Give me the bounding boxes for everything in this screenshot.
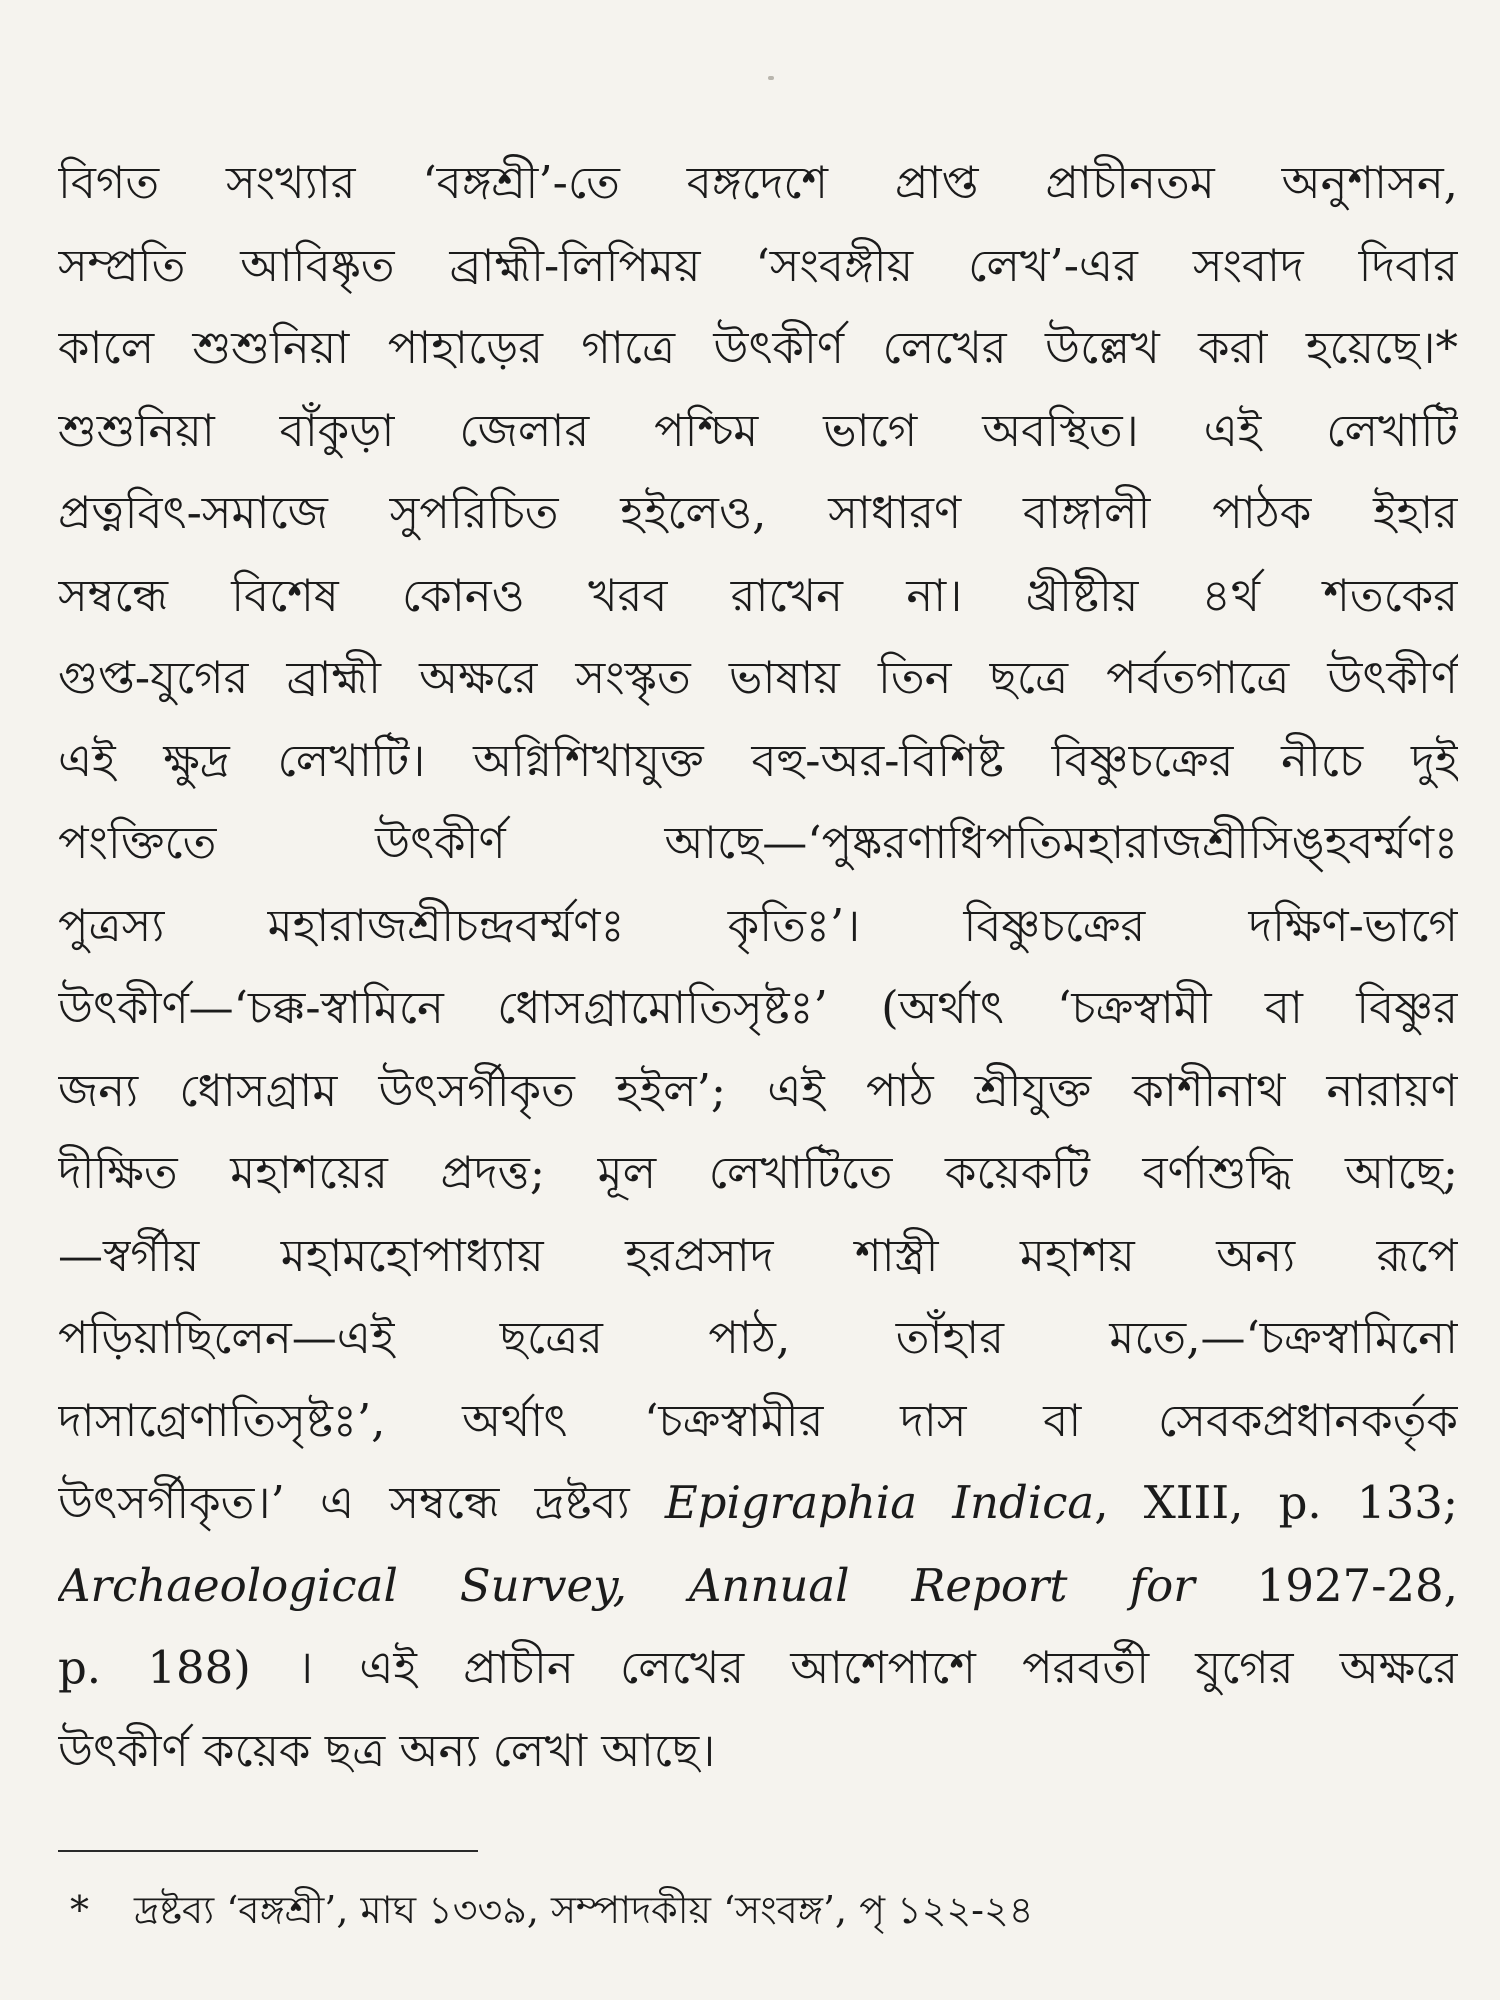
text-line: —স্বর্গীয় মহামহোপাধ্যায় হরপ্রসাদ শাস্ত্রী মহাশয় অন্য রূপে [58, 1228, 1458, 1282]
text-line: উৎকীর্ণ—‘চক্ক-স্বামিনে ধোসগ্রামোতিসৃষ্টঃ’ (অর্থাৎ ‘চক্রস্বামী বা বিষ্ণুর [58, 981, 1458, 1034]
text-line: কালে শুশুনিয়া পাহাড়ের গাত্রে উৎকীর্ণ লেখের উল্লেখ করা হয়েছে।* [58, 321, 1458, 374]
footnote-text: দ্রষ্টব্য ‘বঙ্গশ্রী’, মাঘ ১৩৩৯, সম্পাদকীয় ‘সংবঙ্গ’, পৃ ১২২-২৪ [134, 1888, 1034, 1932]
text-line: পুত্রস্য মহারাজশ্রীচন্দ্রবর্ম্মণঃ কৃতিঃ’। বিষ্ণুচক্রের দক্ষিণ-ভাগে [58, 898, 1458, 952]
citation-pre: উৎসর্গীকৃত।’ এ সম্বন্ধে দ্রষ্টব্য [58, 1476, 665, 1529]
main-paragraph [58, 142, 1458, 1792]
footnote-divider [58, 1850, 478, 1852]
text-line: সম্বন্ধে বিশেষ কোনও খরব রাখেন না। খ্রীষ্টীয় ৪র্থ শতকের [58, 568, 1458, 622]
text-line: বিগত সংখ্যার ‘বঙ্গশ্রী’-তে বঙ্গদেশে প্রাপ্ত প্রাচীনতম অনুশাসন, [58, 156, 1458, 209]
citation-post: , XIII, p. 133; [1094, 1476, 1458, 1529]
text-line: শুশুনিয়া বাঁকুড়া জেলার পশ্চিম ভাগে অবস্থিত। এই লেখাটি [58, 403, 1458, 457]
text-line-citation [58, 1462, 1458, 1545]
text-line: সম্প্রতি আবিষ্কৃত ব্রাহ্মী-লিপিময় ‘সংবঙ্গীয় লেখ’-এর সংবাদ দিবার [58, 238, 1458, 292]
citation-post: 1927-28, [1194, 1558, 1458, 1612]
text-line: পংক্তিতে উৎকীর্ণ আছে—‘পুষ্করণাধিপতিমহারাজশ্রীসিঙ্হবর্ম্মণঃ [58, 816, 1458, 869]
text-line: দাসাগ্রেণাতিসৃষ্টঃ’, অর্থাৎ ‘চক্রস্বামীর দাস বা সেবকপ্রধানকর্তৃক [58, 1393, 1458, 1447]
citation-title-italic: Archaeological Survey, Annual Report for [58, 1558, 1195, 1612]
footnote-marker: * [70, 1888, 89, 1932]
text-line: পড়িয়াছিলেন—এই ছত্রের পাঠ, তাঁহার মতে,—‘চক্রস্বামিনো [58, 1311, 1458, 1364]
text-line: গুপ্ত-যুগের ব্রাহ্মী অক্ষরে সংস্কৃত ভাষায় তিন ছত্রে পর্বতগাত্রে উৎকীর্ণ [58, 651, 1458, 704]
footnote [70, 1880, 1450, 1940]
text-line: জন্য ধোসগ্রাম উৎসর্গীকৃত হইল’; এই পাঠ শ্রীযুক্ত কাশীনাথ নারায়ণ [58, 1063, 1458, 1117]
text-line: p. 188) । এই প্রাচীন লেখের আশেপাশে পরবর্তী যুগের অক্ষরে [58, 1641, 1458, 1694]
citation-title-italic: Epigraphia Indica [664, 1476, 1095, 1529]
text-line: প্রত্নবিৎ-সমাজে সুপরিচিত হইলেও, সাধারণ বাঙ্গালী পাঠক ইহার [58, 486, 1458, 539]
scan-speck [768, 76, 774, 80]
text-line: এই ক্ষুদ্র লেখাটি। অগ্নিশিখাযুক্ত বহু-অর-বিশিষ্ট বিষ্ণুচক্রের নীচে দুই [58, 733, 1458, 787]
text-line: উৎকীর্ণ কয়েক ছত্র অন্য লেখা আছে। [58, 1723, 716, 1777]
text-line: দীক্ষিত মহাশয়ের প্রদত্ত; মূল লেখাটিতে কয়েকটি বর্ণাশুদ্ধি আছে; [58, 1146, 1458, 1199]
text-line-citation [58, 1545, 1458, 1628]
